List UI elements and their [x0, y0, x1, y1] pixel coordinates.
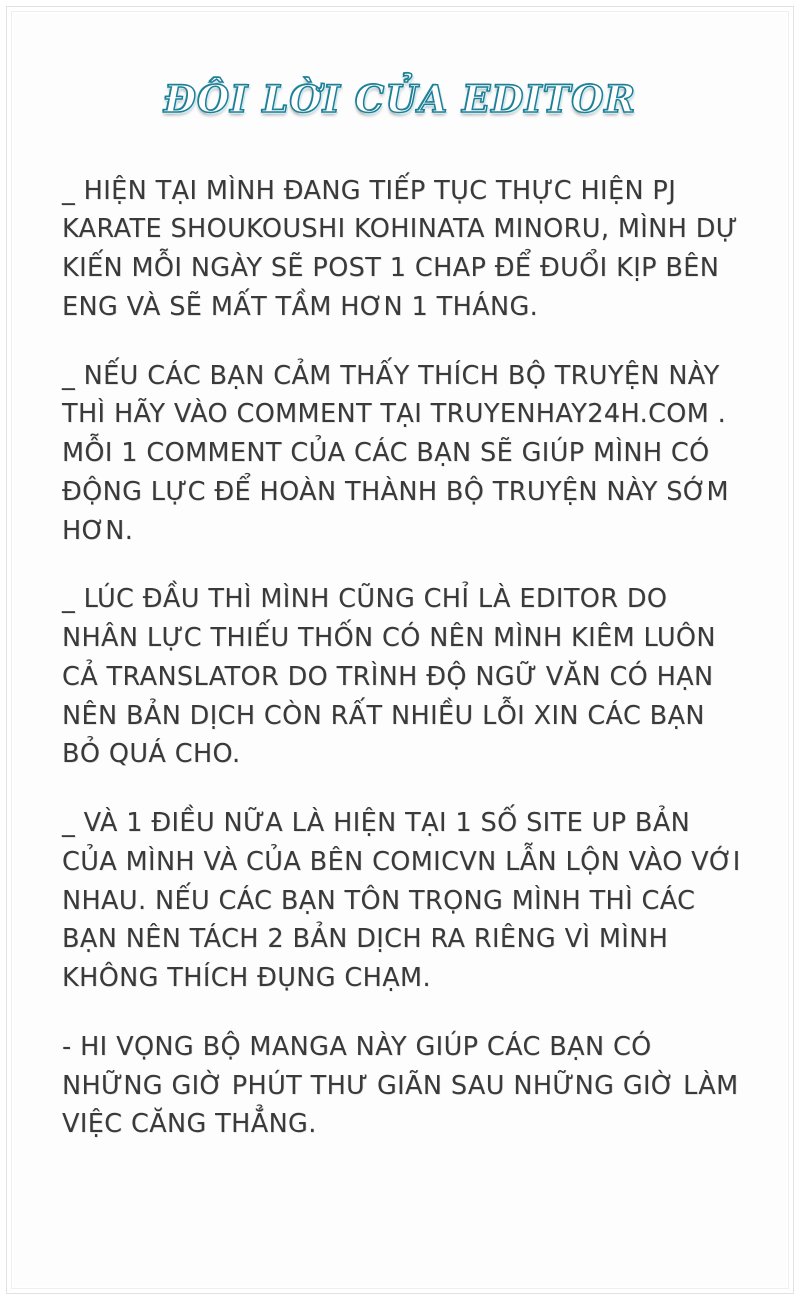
paragraph-5: - HI VỌNG BỘ MANGA NÀY GIÚP CÁC BẠN CÓ NHỮNG GIỜ PHÚT THƯ GIÃN SAU NHỮNG GIỜ LÀM VIỆC CĂNG THẲNG.: [62, 1031, 739, 1140]
page-title: ĐÔI LỜI CỦA EDITOR: [163, 76, 637, 121]
editor-note-body: [14, 146, 786, 1145]
page-sheet: [14, 14, 786, 1286]
paragraph-2: _ NẾU CÁC BẠN CẢM THẤY THÍCH BỘ TRUYỆN NÀY THÌ HÃY VÀO COMMENT TẠI TRUYENHAY24H.COM . MỖI 1 COMMENT CỦA CÁC BẠN SẼ GIÚP MÌNH CÓ ĐỘNG LỰC ĐỂ HOÀN THÀNH BỘ TRUYỆN NÀY SỚM HƠN.: [62, 360, 729, 546]
paragraph-1: _ HIỆN TẠI MÌNH ĐANG TIẾP TỤC THỰC HIỆN PJ KARATE SHOUKOUSHI KOHINATA MINORU, MÌNH DỰ KIẾN MỖI NGÀY SẼ POST 1 CHAP ĐỂ ĐUỔI KỊP BÊN ENG VÀ SẼ MẤT TẦM HƠN 1 THÁNG.: [62, 175, 739, 322]
title-container: [14, 14, 786, 146]
paragraph-3: _ LÚC ĐẦU THÌ MÌNH CŨNG CHỈ LÀ EDITOR DO NHÂN LỰC THIẾU THỐN CÓ NÊN MÌNH KIÊM LUÔN CẢ TRANSLATOR DO TRÌNH ĐỘ NGỮ VĂN CÓ HẠN NÊN BẢN DỊCH CÒN RẤT NHIỀU LỖI XIN CÁC BẠN BỎ QUÁ CHO.: [62, 584, 716, 770]
paragraph-4: _ VÀ 1 ĐIỀU NỮA LÀ HIỆN TẠI 1 SỐ SITE UP BẢN CỦA MÌNH VÀ CỦA BÊN COMICVN LẪN LỘN VÀO VỚI NHAU. NẾU CÁC BẠN TÔN TRỌNG MÌNH THÌ CÁC BẠN NÊN TÁCH 2 BẢN DỊCH RA RIÊNG VÌ MÌNH KHÔNG THÍCH ĐỤNG CHẠM.: [62, 808, 741, 994]
